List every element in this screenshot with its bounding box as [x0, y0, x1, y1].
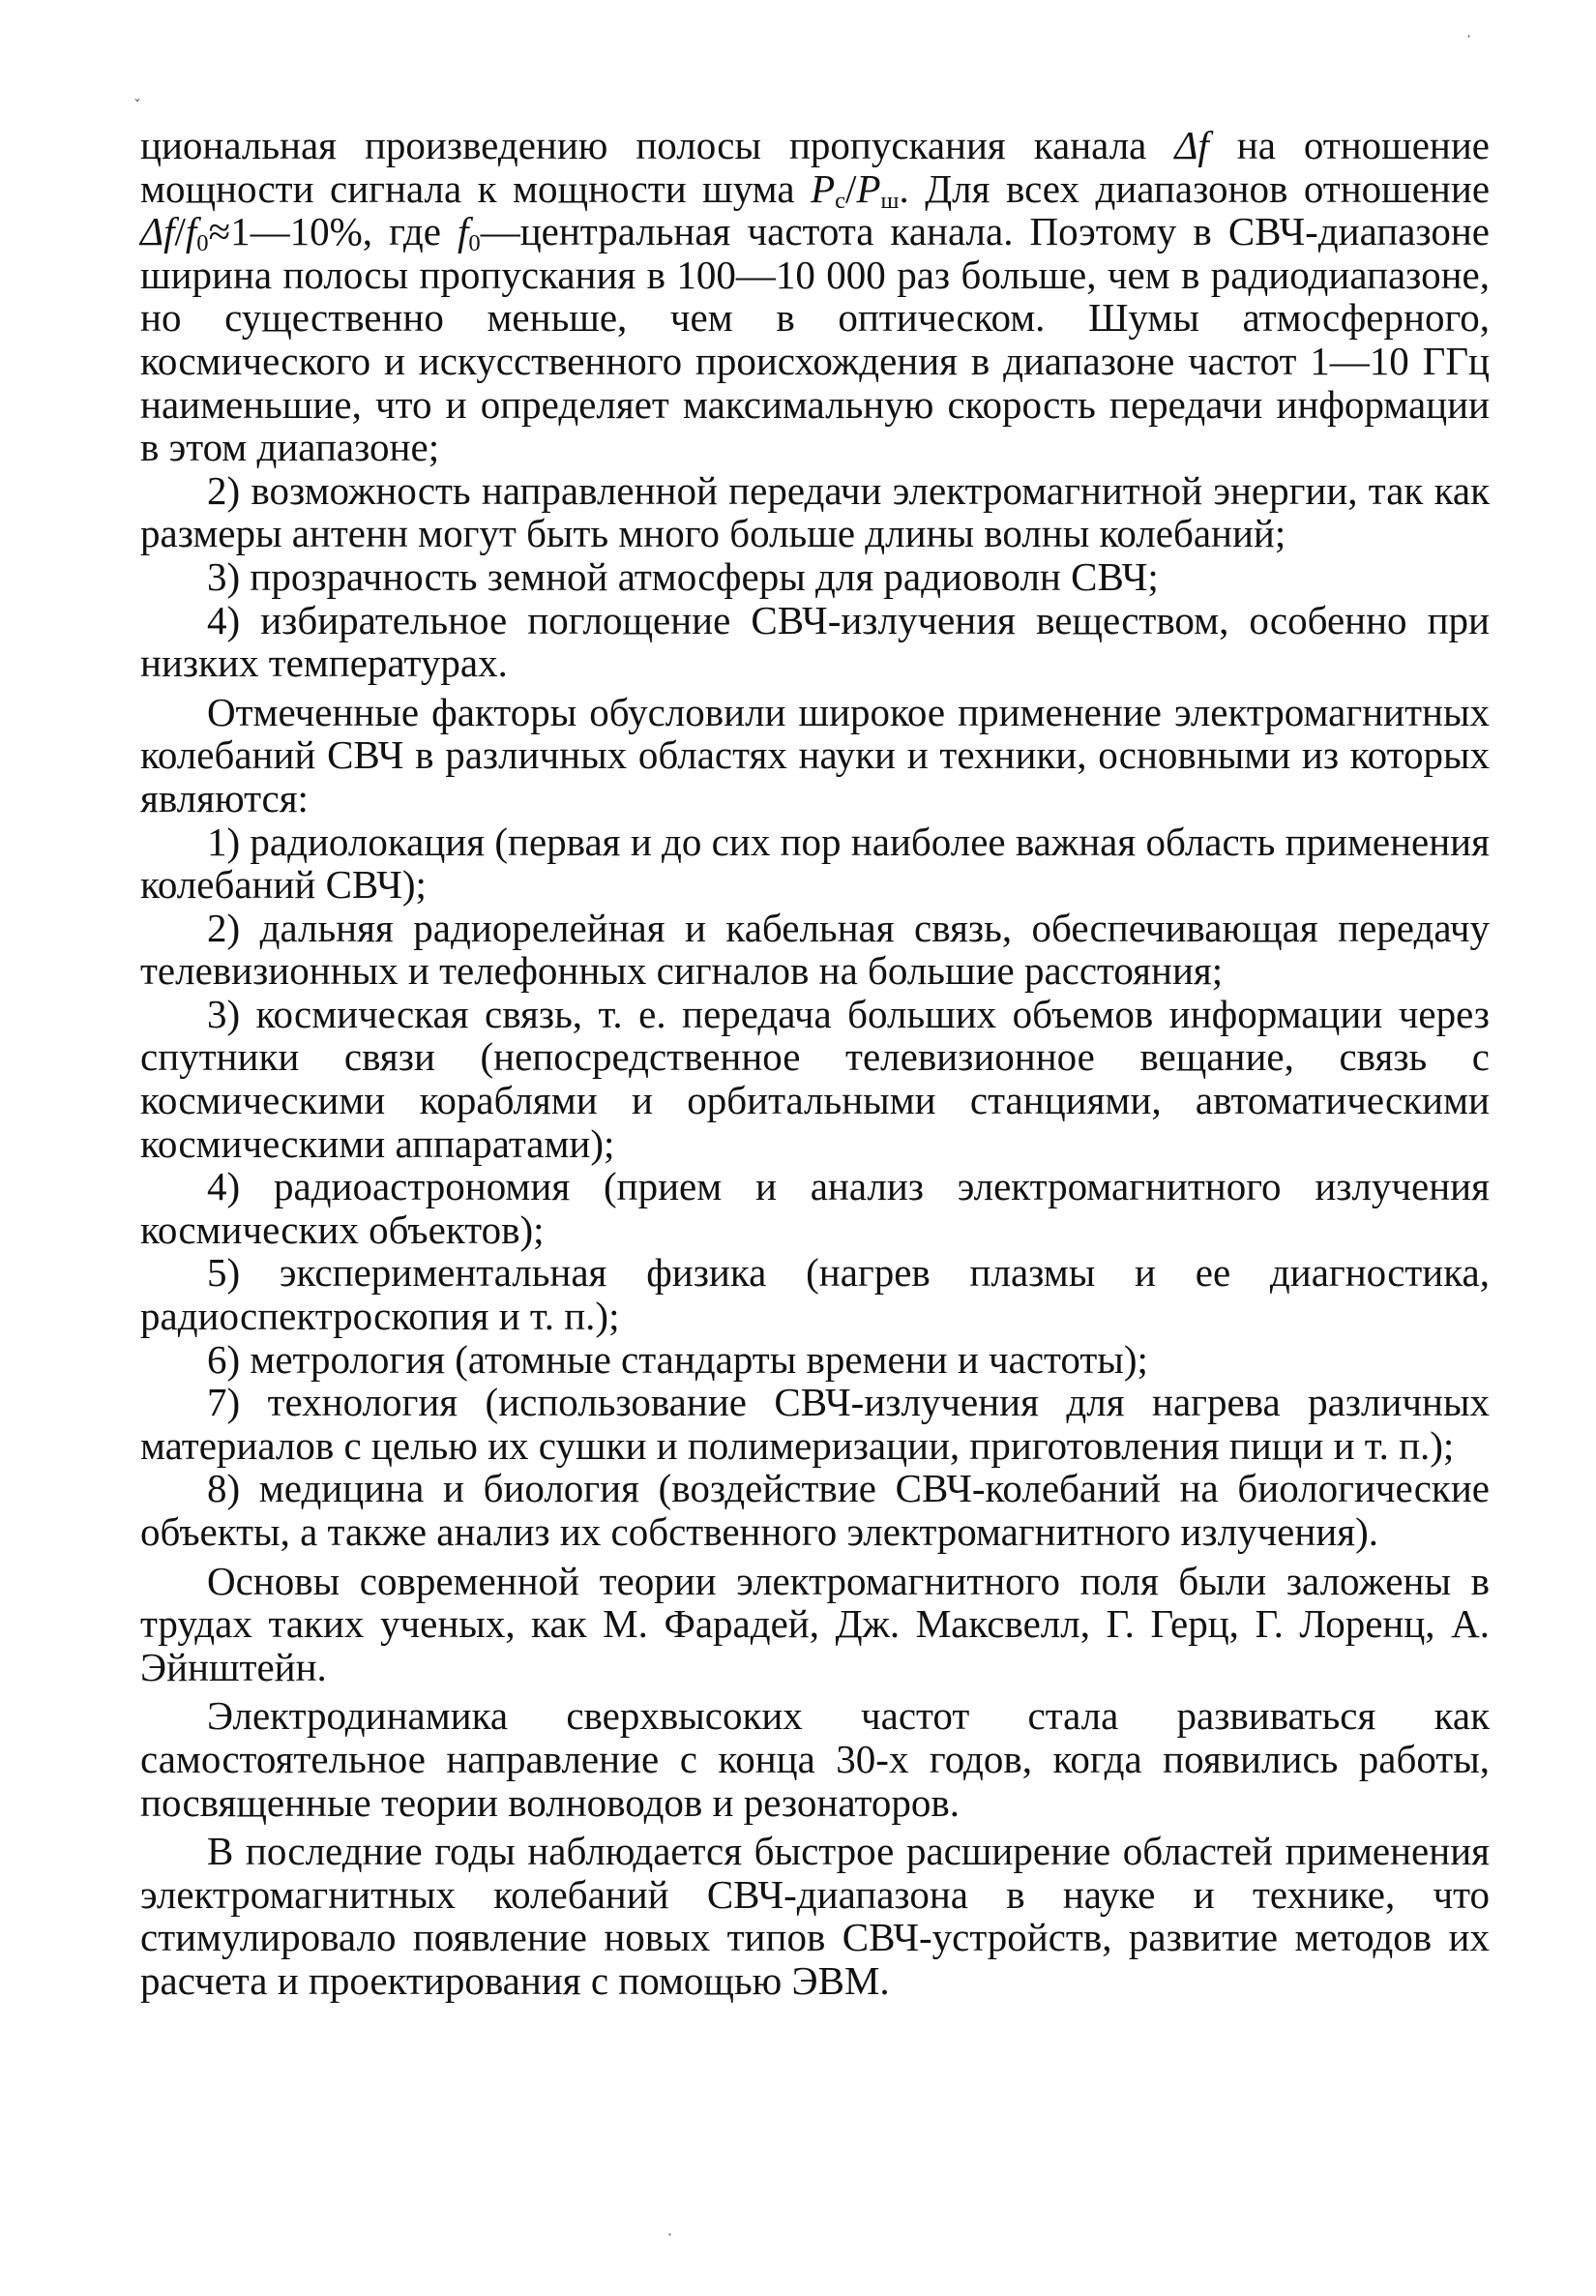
text-run: 4) избирательное поглощение СВЧ-излучения веществом, особенно при низких температурах. — [140, 597, 1490, 686]
text-run: 5) экспериментальная физика (нагрев плазмы и ее диагностика, радиоспектроскопия и т. п.); — [140, 1250, 1490, 1339]
text-run: 4) радиоастрономия (прием и анализ электромагнитного излучения космических объектов); — [140, 1164, 1490, 1252]
text-run: циональная произведению полосы пропускания канала — [140, 123, 1175, 167]
math-symbol: P — [856, 165, 881, 211]
paragraph — [140, 1560, 1490, 1689]
scan-speck: · — [667, 2225, 673, 2244]
paragraph — [140, 691, 1490, 820]
text-run: 2) возможность направленной передачи электромагнитной энергии, так как размеры антенн могут быть много больше длины волны колебаний; — [140, 467, 1490, 556]
paragraph — [140, 1165, 1490, 1251]
text-run: В последние годы наблюдается быстрое расширение областей применения электромагнитных колебаний СВЧ-диапазона в науке и технике, что стимулировало появление новых типов СВЧ-устройств, развитие методов их расчета и проектирования с помощью ЭВМ. — [140, 1829, 1490, 2003]
subscript: ш — [880, 187, 900, 214]
paragraph — [140, 1251, 1490, 1337]
paragraph — [140, 1381, 1490, 1467]
text-run: 1) радиолокация (первая и до сих пор наиболее важная область применения колебаний СВЧ); — [140, 819, 1490, 908]
text-run: Отмеченные факторы обусловили широкое применение электромагнитных колебаний СВЧ в различных областях науки и техники, основными из которых являются: — [140, 689, 1490, 820]
text-run: ≈1—10%, где — [208, 209, 458, 254]
scan-speck: ˇ — [133, 97, 141, 115]
paragraph — [140, 993, 1490, 1165]
scan-speck: · — [1466, 27, 1472, 45]
text-run: Основы современной теории электромагнитного поля были заложены в трудах таких ученых, как М. Фарадей, Дж. Максвелл, Г. Герц, Г. Лоренц, А. Эйнштейн. — [140, 1558, 1490, 1689]
math-symbol: P — [811, 165, 836, 211]
text-run: 7) технология (использование СВЧ-излучения для нагрева различных материалов с целью их сушки и полимеризации, приготовления пищи и т. п.); — [140, 1380, 1490, 1468]
subscript: 0 — [196, 230, 209, 257]
text-run: . Для всех диапазонов отношение — [899, 165, 1491, 211]
text-run: 8) медицина и биология (воздействие СВЧ-колебаний на биологические объекты, а также анализ их собственного электромагнитного излучения). — [140, 1466, 1490, 1554]
paragraph — [140, 1467, 1490, 1553]
math-symbol: Δf — [1174, 123, 1209, 167]
text-run: Электродинамика сверхвысоких частот стала развиваться как самостоятельное направление с конца 30-х годов, когда появились работы, посвященные теории волноводов и резонаторов. — [140, 1693, 1490, 1825]
paragraph — [140, 907, 1490, 993]
math-symbol: f — [458, 209, 469, 254]
paragraph — [140, 469, 1490, 555]
math-symbol: f — [185, 209, 197, 254]
text-run: / — [174, 209, 186, 254]
paragraph — [140, 820, 1490, 907]
text-run: 3) космическая связь, т. е. передача больших объемов информации через спутники связи (непосредственное телевизионное вещание, связь с космическими кораблями и орбитальными станциями, автоматическими космическими аппаратами); — [140, 991, 1490, 1166]
text-run: / — [845, 165, 857, 211]
paragraph — [140, 599, 1490, 685]
subscript: c — [835, 187, 846, 214]
paragraph — [140, 124, 1490, 469]
paragraph — [140, 1694, 1490, 1824]
paragraph — [140, 1830, 1490, 2002]
paragraph — [140, 555, 1490, 599]
text-run: 6) метрология (атомные стандарты времени и частоты); — [207, 1336, 1148, 1382]
text-run: 2) дальняя радиорелейная и кабельная связь, обеспечивающая передачу телевизионных и телефонных сигналов на большие расстояния; — [140, 905, 1490, 994]
math-symbol: Δf — [140, 209, 175, 254]
document-page — [140, 124, 1490, 2003]
text-run: —центральная частота канала. Поэтому в СВЧ-диапазоне ширина полосы пропускания в 100—10 000 раз больше, чем в радиодиапазоне, но существенно меньше, чем в оптическом. Шумы атмосферного, космического и искусственного происхождения в диапазоне частот 1—10 ГГц наименьшие, что и определяет максимальную скорость передачи информации в этом диапазоне; — [140, 209, 1490, 470]
subscript: 0 — [468, 230, 481, 257]
text-run: на отношение мощности сигнала к мощности шума — [140, 123, 1491, 211]
paragraph — [140, 1338, 1490, 1382]
text-run: 3) прозрачность земной атмосферы для радиоволн СВЧ; — [207, 553, 1159, 599]
